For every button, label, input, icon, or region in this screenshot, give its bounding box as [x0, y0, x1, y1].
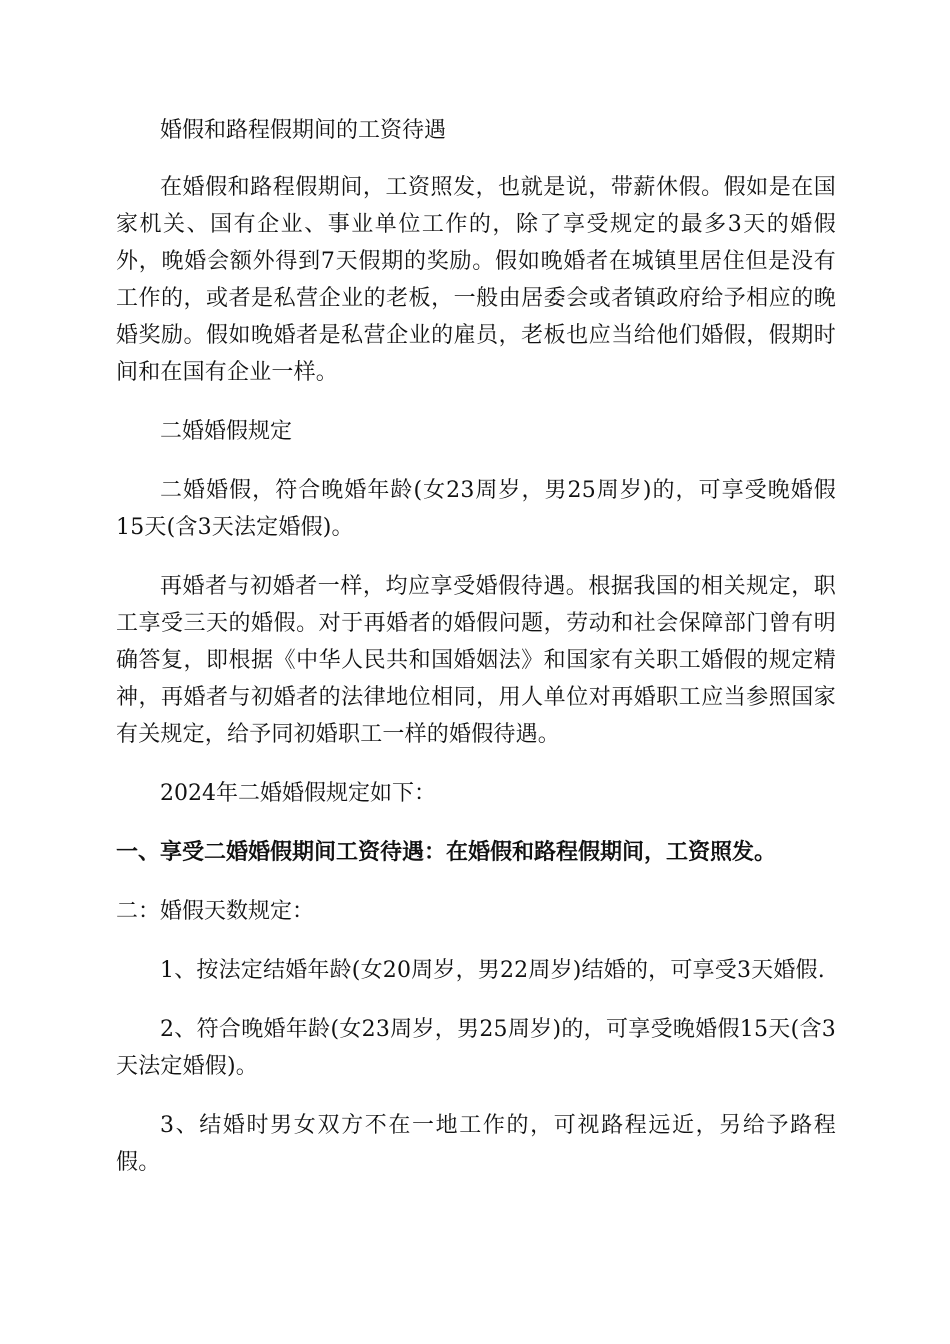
section-heading-remarriage: 二婚婚假规定 — [160, 419, 293, 444]
bold-rule-wage: 一、享受二婚婚假期间工资待遇：在婚假和路程假期间，工资照发。 — [116, 839, 777, 865]
paragraph-remarriage-leave: 二婚婚假，符合晚婚年龄(女23周岁，男25周岁)的，可享受晚婚假15天(含3天法定婚假)。 — [116, 478, 836, 540]
document-page — [116, 112, 836, 1181]
paragraph-2024-rules: 2024年二婚婚假规定如下： — [160, 781, 436, 806]
list-item-1: 1、按法定结婚年龄(女20周岁，男22周岁)结婚的，可享受3天婚假. — [160, 958, 825, 983]
list-item-3: 3、结婚时男女双方不在一地工作的，可视路程远近，另给予路程假。 — [116, 1113, 836, 1175]
paragraph-wage: 在婚假和路程假期间，工资照发，也就是说，带薪休假。假如是在国家机关、国有企业、事业单位工作的，除了享受规定的最多3天的婚假外，晚婚会额外得到7天假期的奖励。假如晚婚者在城镇里居住但是没有工作的，或者是私营企业的老板，一般由居委会或者镇政府给予相应的晚婚奖励。假如晚婚者是私营企业的雇员，老板也应当给他们婚假，假期时间和在国有企业一样。 — [116, 175, 836, 385]
rule-days-heading: 二：婚假天数规定： — [116, 899, 315, 924]
paragraph-remarriage-rights: 再婚者与初婚者一样，均应享受婚假待遇。根据我国的相关规定，职工享受三天的婚假。对于再婚者的婚假问题，劳动和社会保障部门曾有明确答复，即根据《中华人民共和国婚姻法》和国家有关职工婚假的规定精神，再婚者与初婚者的法律地位相同，用人单位对再婚职工应当参照国家有关规定，给予同初婚职工一样的婚假待遇。 — [116, 574, 836, 747]
list-item-2: 2、符合晚婚年龄(女23周岁，男25周岁)的，可享受晚婚假15天(含3天法定婚假)。 — [116, 1017, 836, 1079]
section-heading-wage: 婚假和路程假期间的工资待遇 — [160, 118, 447, 143]
